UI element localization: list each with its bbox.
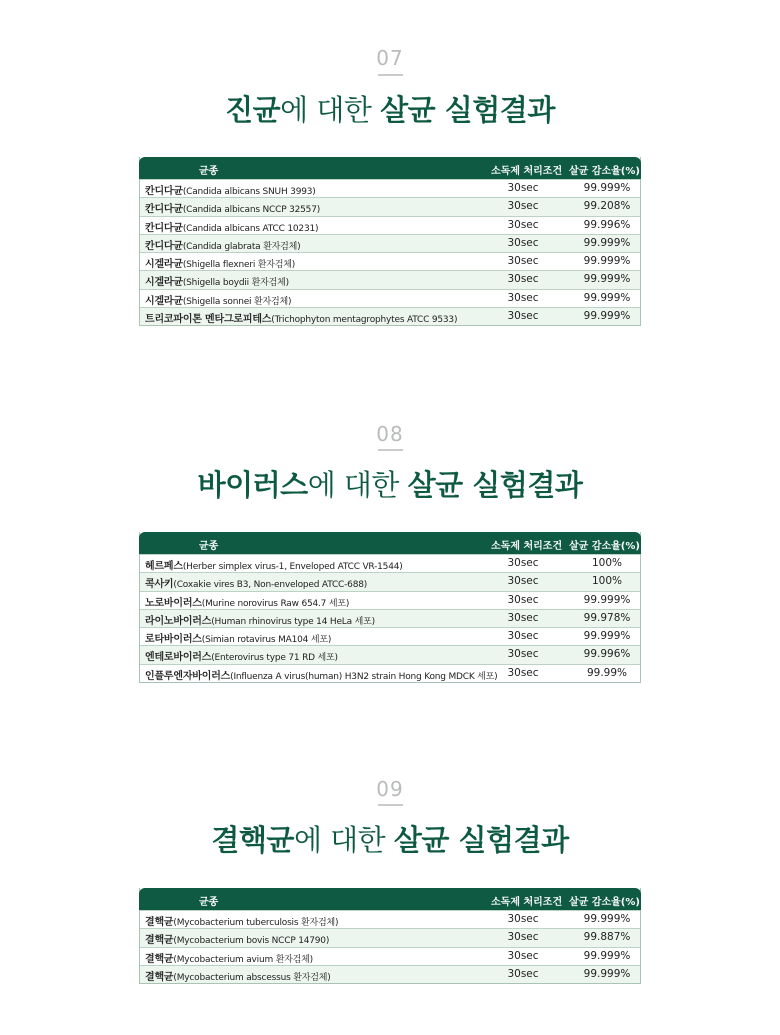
- condition-cell: 30sec: [507, 273, 539, 286]
- section-title: [0, 88, 780, 129]
- organism-korean-name: 칸디다균: [145, 186, 183, 197]
- table-row: [140, 947, 640, 965]
- table-header: [139, 888, 641, 910]
- organism-cell: [145, 310, 457, 325]
- organism-scientific-detail: (Shigella sonnei 환자검체): [182, 296, 292, 307]
- reduction-rate-cell: 99.999%: [583, 273, 631, 286]
- organism-korean-name: 칸디다균: [145, 204, 183, 216]
- organism-cell: [145, 557, 403, 572]
- results-table: [139, 157, 641, 326]
- organism-korean-name: 칸디다균: [145, 222, 183, 234]
- organism-cell: [145, 219, 318, 234]
- condition-cell: 30sec: [507, 648, 539, 661]
- organism-scientific-detail: (Murine norovirus Raw 654.7 세포): [201, 598, 350, 609]
- section-title: [0, 463, 780, 504]
- title-connector: 에 대한: [293, 823, 394, 857]
- results-table: [139, 888, 641, 984]
- organism-scientific-detail: (Candida albicans NCCP 32557): [182, 205, 321, 216]
- table-row: [140, 645, 640, 663]
- reduction-rate-cell: 99.887%: [583, 931, 631, 944]
- organism-korean-name: 시겔라균: [145, 277, 183, 289]
- reduction-rate-cell: 99.999%: [583, 967, 631, 980]
- condition-cell: 30sec: [507, 611, 539, 624]
- condition-cell: 30sec: [507, 967, 539, 980]
- condition-cell: 30sec: [507, 666, 539, 679]
- organism-korean-name: 콕사키: [145, 579, 174, 591]
- organism-korean-name: 인플루엔자바이러스: [145, 670, 231, 682]
- organism-cell: [145, 575, 367, 590]
- condition-cell: 30sec: [507, 557, 539, 569]
- table-header: [139, 532, 641, 554]
- reduction-rate-cell: 99.999%: [583, 913, 631, 925]
- section-number: 07: [376, 46, 404, 70]
- reduction-rate-cell: 99.999%: [583, 255, 631, 268]
- organism-cell: [145, 913, 338, 928]
- header-rate: 살균 감소율(%): [569, 166, 640, 177]
- organism-scientific-detail: (Enterovirus type 71 RD 세포): [211, 653, 338, 664]
- reduction-rate-cell: 99.999%: [583, 949, 631, 962]
- organism-korean-name: 시겔라균: [145, 259, 183, 271]
- organism-cell: [145, 292, 291, 307]
- table-row: [140, 591, 640, 609]
- section-number-underline: [378, 74, 403, 76]
- reduction-rate-cell: 100%: [591, 575, 623, 588]
- title-topic: 살균 실험결과: [407, 468, 583, 502]
- organism-scientific-detail: (Trichophyton mentagrophytes ATCC 9533): [271, 315, 458, 326]
- organism-cell: [145, 931, 329, 946]
- title-connector: 에 대한: [280, 93, 381, 127]
- table-row: [140, 252, 640, 270]
- section-number-underline: [378, 449, 403, 451]
- organism-scientific-detail: (Coxakie vires B3, Non-enveloped ATCC-688): [173, 580, 368, 591]
- reduction-rate-cell: 99.999%: [583, 310, 631, 323]
- organism-korean-name: 로타바이러스: [145, 634, 202, 646]
- organism-korean-name: 시겔라균: [145, 295, 183, 307]
- condition-cell: 30sec: [507, 593, 539, 606]
- condition-cell: 30sec: [507, 913, 539, 925]
- organism-scientific-detail: (Human rhinovirus type 14 HeLa 세포): [211, 616, 375, 627]
- organism-scientific-detail: (Shigella boydii 환자검체): [182, 278, 289, 289]
- reduction-rate-cell: 99.978%: [583, 611, 631, 624]
- section-number-underline: [378, 804, 403, 806]
- organism-scientific-detail: (Mycobacterium bovis NCCP 14790): [173, 936, 330, 947]
- organism-korean-name: 결핵균: [145, 935, 174, 947]
- organism-cell: [145, 182, 316, 197]
- header-name: 균종: [199, 541, 219, 552]
- header-condition: 소독제 처리조건: [491, 897, 563, 908]
- condition-cell: 30sec: [507, 255, 539, 268]
- reduction-rate-cell: 99.999%: [583, 291, 631, 304]
- condition-cell: 30sec: [507, 630, 539, 643]
- organism-korean-name: 라이노바이러스: [145, 615, 212, 627]
- table-row: [140, 216, 640, 234]
- table-row: [140, 554, 640, 572]
- organism-scientific-detail: (Simian rotavirus MA104 세포): [201, 635, 332, 646]
- organism-scientific-detail: (Mycobacterium avium 환자검체): [173, 954, 313, 965]
- organism-cell: [145, 667, 497, 682]
- section-number: 08: [376, 422, 404, 446]
- organism-korean-name: 결핵균: [145, 917, 174, 928]
- organism-scientific-detail: (Candida albicans SNUH 3993): [182, 187, 316, 197]
- organism-korean-name: 트리코파이톤 멘타그로피테스: [145, 314, 272, 326]
- table-row: [140, 664, 640, 682]
- reduction-rate-cell: 99.999%: [583, 593, 631, 606]
- condition-cell: 30sec: [507, 291, 539, 304]
- reduction-rate-cell: 99.996%: [583, 218, 631, 231]
- organism-korean-name: 헤르페스: [145, 561, 183, 572]
- organism-cell: [145, 612, 375, 627]
- header-condition: 소독제 처리조건: [491, 541, 563, 552]
- title-subject: 바이러스: [197, 468, 308, 502]
- table-row: [140, 609, 640, 627]
- reduction-rate-cell: 99.999%: [583, 236, 631, 249]
- organism-cell: [145, 648, 338, 663]
- reduction-rate-cell: 99.99%: [586, 666, 628, 679]
- title-connector: 에 대한: [307, 468, 408, 502]
- condition-cell: 30sec: [507, 218, 539, 231]
- title-subject: 결핵균: [211, 823, 294, 857]
- table-row: [140, 307, 640, 325]
- organism-korean-name: 노로바이러스: [145, 597, 202, 609]
- table-row: [140, 965, 640, 983]
- header-condition: 소독제 처리조건: [491, 166, 563, 177]
- header-rate: 살균 감소율(%): [569, 897, 640, 908]
- organism-korean-name: 결핵균: [145, 971, 174, 983]
- condition-cell: 30sec: [507, 200, 539, 213]
- title-topic: 살균 실험결과: [393, 823, 569, 857]
- results-table: [139, 532, 641, 683]
- table-row: [140, 928, 640, 946]
- condition-cell: 30sec: [507, 949, 539, 962]
- organism-cell: [145, 968, 331, 983]
- organism-scientific-detail: (Herber simplex virus-1, Enveloped ATCC VR-1544): [182, 562, 403, 572]
- organism-scientific-detail: (Shigella flexneri 환자검체): [182, 260, 296, 271]
- organism-scientific-detail: (Mycobacterium tuberculosis 환자검체): [173, 918, 339, 928]
- organism-korean-name: 엔테로바이러스: [145, 652, 212, 664]
- condition-cell: 30sec: [507, 182, 539, 194]
- organism-scientific-detail: (Candida albicans ATCC 10231): [182, 223, 319, 234]
- header-name: 균종: [199, 166, 219, 177]
- organism-korean-name: 칸디다균: [145, 240, 183, 252]
- table-header: [139, 157, 641, 179]
- reduction-rate-cell: 99.999%: [583, 630, 631, 643]
- reduction-rate-cell: 99.999%: [583, 182, 631, 194]
- organism-cell: [145, 950, 313, 965]
- organism-cell: [145, 255, 295, 270]
- organism-korean-name: 결핵균: [145, 953, 174, 965]
- header-name: 균종: [199, 897, 219, 908]
- table-row: [140, 234, 640, 252]
- reduction-rate-cell: 100%: [591, 557, 623, 569]
- header-rate: 살균 감소율(%): [569, 541, 640, 552]
- section-title: [0, 818, 780, 859]
- organism-cell: [145, 237, 300, 252]
- organism-scientific-detail: (Influenza A virus(human) H3N2 strain Hong Kong MDCK 세포): [230, 671, 498, 682]
- section-number: 09: [376, 777, 404, 801]
- table-row: [140, 910, 640, 928]
- reduction-rate-cell: 99.996%: [583, 648, 631, 661]
- table-row: [140, 289, 640, 307]
- condition-cell: 30sec: [507, 310, 539, 323]
- table-row: [140, 572, 640, 590]
- title-topic: 살균 실험결과: [380, 93, 555, 127]
- organism-cell: [145, 200, 320, 215]
- table-row: [140, 627, 640, 645]
- organism-scientific-detail: (Mycobacterium abscessus 환자검체): [173, 972, 331, 983]
- table-row: [140, 197, 640, 215]
- condition-cell: 30sec: [507, 236, 539, 249]
- condition-cell: 30sec: [507, 931, 539, 944]
- table-row: [140, 179, 640, 197]
- organism-scientific-detail: (Candida glabrata 환자검체): [182, 241, 301, 252]
- title-subject: 진균: [225, 93, 281, 127]
- organism-cell: [145, 273, 289, 288]
- condition-cell: 30sec: [507, 575, 539, 588]
- table-row: [140, 270, 640, 288]
- organism-cell: [145, 594, 349, 609]
- reduction-rate-cell: 99.208%: [583, 200, 631, 213]
- organism-cell: [145, 630, 331, 645]
